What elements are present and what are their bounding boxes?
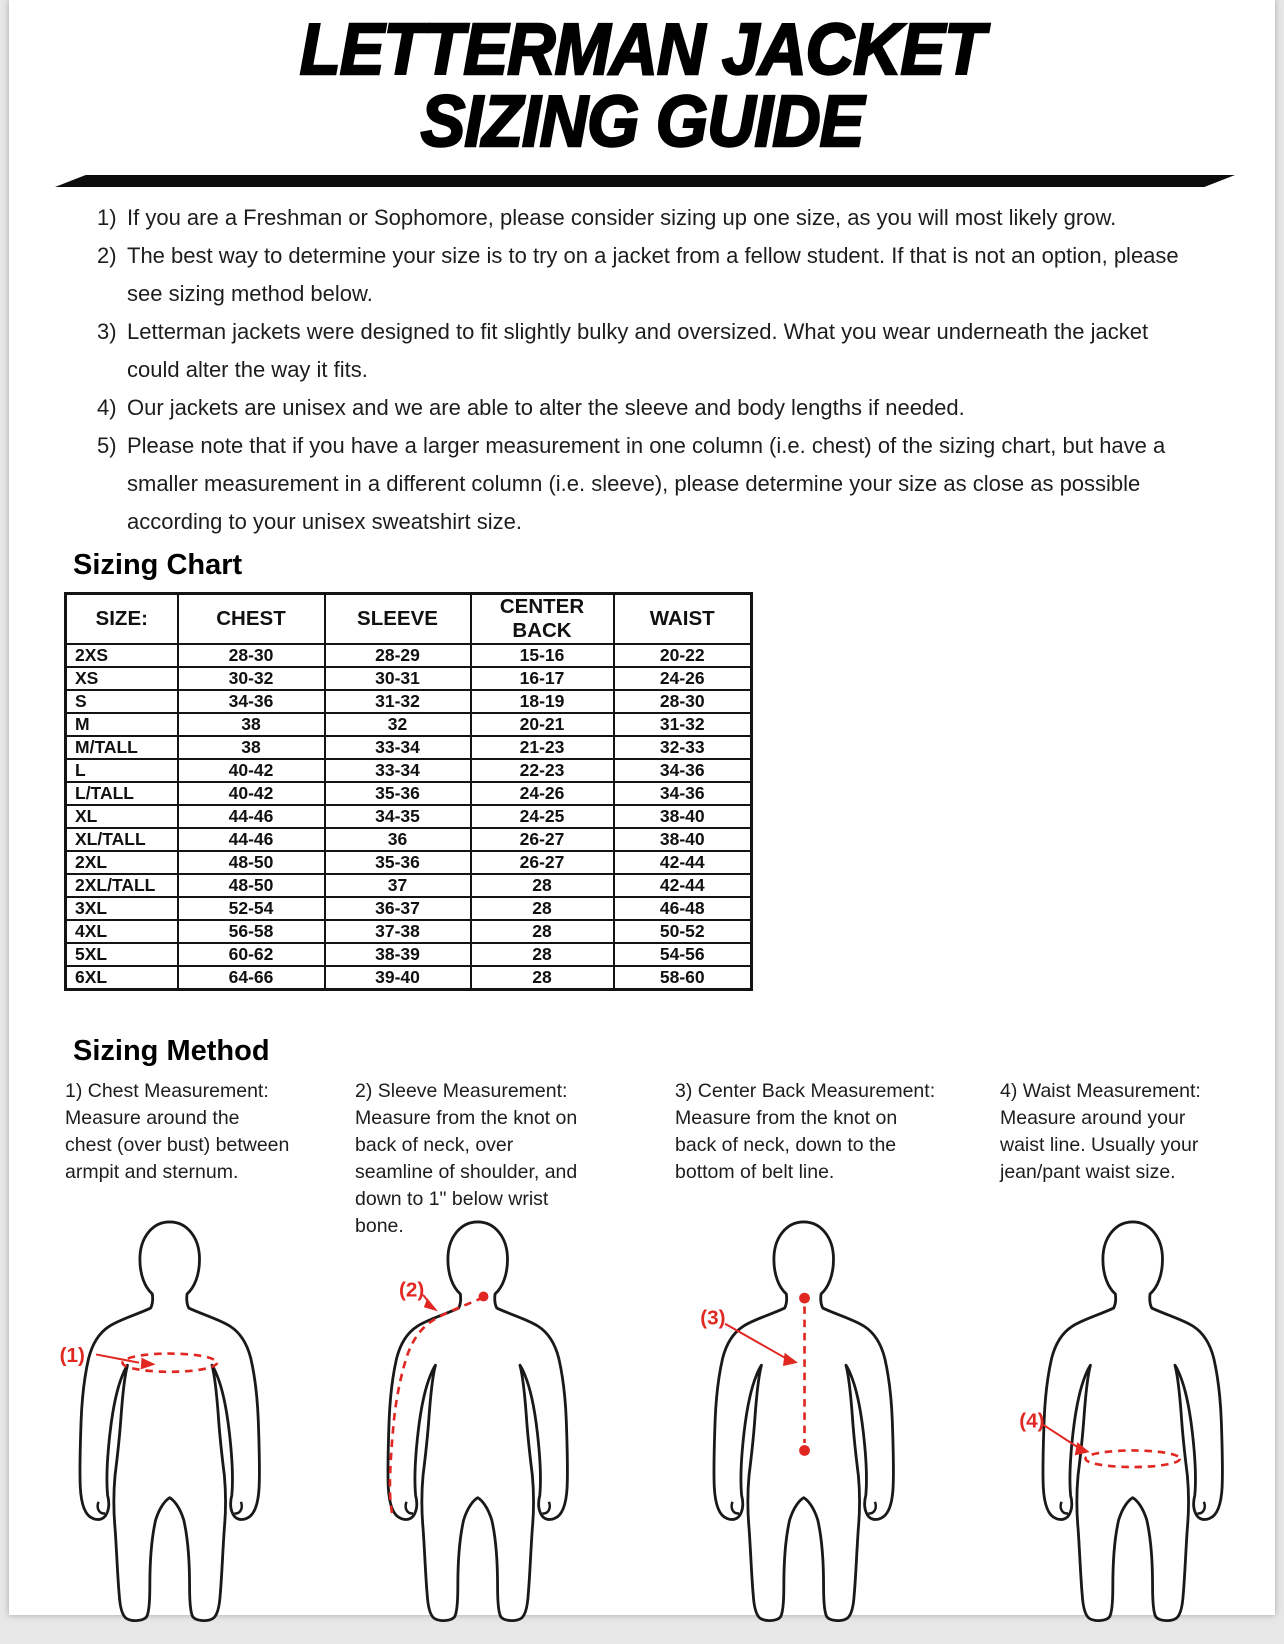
chart-value-cell: 16-17 [471,667,614,690]
chart-row [66,943,752,966]
chart-value-cell: 56-58 [178,920,325,943]
method-text: Measure around the chest (over bust) between armpit and sternum. [65,1107,290,1183]
chart-value-cell: 32-33 [614,736,752,759]
method-column [1000,1078,1205,1186]
figure-chest-svg [33,1212,265,1626]
figure-waist-svg [996,1212,1228,1626]
chart-row [66,644,752,667]
figure-waist [996,1212,1228,1631]
figure-center-back [667,1212,899,1631]
chart-value-cell: 48-50 [178,874,325,897]
chart-value-cell: 44-46 [178,805,325,828]
chart-value-cell: 28 [471,897,614,920]
note-number: 4) [97,395,117,420]
chart-value-cell: 31-32 [614,713,752,736]
chart-value-cell: 33-34 [325,736,471,759]
method-column [65,1078,290,1186]
measure-label: (1) [59,1343,85,1367]
measure-label: (4) [1019,1409,1045,1433]
note-number: 3) [97,319,117,344]
note-text: Our jackets are unisex and we are able to alter the sleeve and body lengths if needed. [127,395,965,420]
chart-value-cell: 37-38 [325,920,471,943]
chart-value-cell: 34-35 [325,805,471,828]
chart-value-cell: 28-30 [178,644,325,667]
chart-value-cell: 48-50 [178,851,325,874]
chart-row [66,713,752,736]
chart-value-cell: 28-29 [325,644,471,667]
chart-row [66,897,752,920]
method-text: Measure from the knot on back of neck, over seamline of shoulder, and down to 1" below wrist bone. [355,1107,578,1237]
title-line-2: SIZING GUIDE [420,82,864,162]
chart-value-cell: 46-48 [614,897,752,920]
chart-value-cell: 28-30 [614,690,752,713]
chart-col-header: CHEST [178,594,325,645]
chart-value-cell: 37 [325,874,471,897]
document-page [9,0,1275,1615]
note-number: 2) [97,243,117,268]
belt-line-dot [799,1445,810,1456]
chart-size-cell: 2XL [66,851,178,874]
chart-size-cell: XL/TALL [66,828,178,851]
chart-size-cell: 4XL [66,920,178,943]
chart-header-row [66,594,752,645]
chart-value-cell: 54-56 [614,943,752,966]
chart-value-cell: 28 [471,943,614,966]
chart-value-cell: 26-27 [471,828,614,851]
note-number: 1) [97,205,117,230]
method-column [675,1078,936,1186]
measurement-figures [9,1208,1275,1644]
chart-row [66,736,752,759]
chart-value-cell: 38-40 [614,828,752,851]
chart-value-cell: 44-46 [178,828,325,851]
chart-value-cell: 18-19 [471,690,614,713]
chart-value-cell: 38 [178,713,325,736]
note-item [97,427,1235,541]
figure-chest [33,1212,265,1631]
chart-value-cell: 40-42 [178,759,325,782]
chart-value-cell: 28 [471,874,614,897]
chart-row [66,874,752,897]
body-outline [80,1222,260,1621]
chart-value-cell: 24-26 [614,667,752,690]
title-line-1: LETTERMAN JACKET [299,10,985,90]
chart-value-cell: 64-66 [178,966,325,990]
chart-col-header: SIZE: [66,594,178,645]
chart-row [66,782,752,805]
chart-size-cell: S [66,690,178,713]
note-item [97,237,1235,313]
note-item [97,389,1235,427]
chart-value-cell: 38 [178,736,325,759]
chart-row [66,851,752,874]
chart-row [66,667,752,690]
method-text: Measure from the knot on back of neck, down to the bottom of belt line. [675,1107,898,1183]
chart-value-cell: 30-31 [325,667,471,690]
chart-value-cell: 34-36 [614,782,752,805]
figure-sleeve [341,1212,573,1631]
title-divider [55,175,1235,187]
chart-value-cell: 36-37 [325,897,471,920]
note-text: If you are a Freshman or Sophomore, please consider sizing up one size, as you will most likely grow. [127,205,1117,230]
chart-size-cell: L [66,759,178,782]
method-title: 1) Chest Measurement: [65,1080,269,1102]
chart-value-cell: 24-26 [471,782,614,805]
chart-size-cell: 2XS [66,644,178,667]
chart-row [66,920,752,943]
sizing-chart-heading: Sizing Chart [73,549,243,581]
method-title: 4) Waist Measurement: [1000,1080,1201,1102]
chart-value-cell: 58-60 [614,966,752,990]
sizing-chart-table [64,592,753,991]
chart-value-cell: 26-27 [471,851,614,874]
chart-col-header: WAIST [614,594,752,645]
chart-size-cell: XS [66,667,178,690]
chart-value-cell: 60-62 [178,943,325,966]
page-title [9,10,1275,162]
chart-row [66,966,752,990]
note-text: Letterman jackets were designed to fit slightly bulky and oversized. What you wear underneath the jacket could alter the way it fits. [127,319,1149,382]
chart-value-cell: 52-54 [178,897,325,920]
chart-value-cell: 33-34 [325,759,471,782]
chart-size-cell: XL [66,805,178,828]
chart-value-cell: 40-42 [178,782,325,805]
chart-value-cell: 42-44 [614,851,752,874]
neck-knot-dot [799,1293,810,1304]
measure-label: (2) [399,1278,425,1302]
chart-value-cell: 30-32 [178,667,325,690]
note-item [97,313,1235,389]
chart-value-cell: 15-16 [471,644,614,667]
figure-center-back-svg [667,1212,899,1626]
chart-value-cell: 28 [471,966,614,990]
body-outline [1043,1222,1223,1621]
chart-row [66,828,752,851]
chart-row [66,805,752,828]
method-title: 2) Sleeve Measurement: [355,1080,568,1102]
chart-col-header: CENTER BACK [471,594,614,645]
chart-value-cell: 38-39 [325,943,471,966]
sizing-method-columns [9,1078,1275,1237]
note-number: 5) [97,433,117,458]
chart-col-header: SLEEVE [325,594,471,645]
chart-value-cell: 34-36 [614,759,752,782]
note-text: Please note that if you have a larger measurement in one column (i.e. chest) of the sizing chart, but have a smaller measurement in a different column (i.e. sleeve), please determine your size as close as possible according to your unisex sweatshirt size. [127,433,1166,534]
chart-value-cell: 42-44 [614,874,752,897]
sizing-method-heading: Sizing Method [73,1035,270,1067]
chart-value-cell: 21-23 [471,736,614,759]
note-text: The best way to determine your size is to try on a jacket from a fellow student. If that is not an option, please see sizing method below. [127,243,1179,306]
chart-value-cell: 31-32 [325,690,471,713]
chart-value-cell: 35-36 [325,851,471,874]
chart-size-cell: M [66,713,178,736]
chart-value-cell: 32 [325,713,471,736]
chart-size-cell: 6XL [66,966,178,990]
chart-value-cell: 20-22 [614,644,752,667]
method-title: 3) Center Back Measurement: [675,1080,936,1102]
notes-list [9,199,1275,541]
chart-value-cell: 36 [325,828,471,851]
figure-sleeve-svg [341,1212,573,1626]
chart-value-cell: 34-36 [178,690,325,713]
note-item [97,199,1235,237]
chart-value-cell: 24-25 [471,805,614,828]
chart-value-cell: 39-40 [325,966,471,990]
chart-value-cell: 20-21 [471,713,614,736]
chart-size-cell: 5XL [66,943,178,966]
measure-label: (3) [700,1306,726,1330]
chart-value-cell: 28 [471,920,614,943]
chart-size-cell: L/TALL [66,782,178,805]
chart-value-cell: 35-36 [325,782,471,805]
chart-size-cell: M/TALL [66,736,178,759]
chart-row [66,690,752,713]
chart-value-cell: 50-52 [614,920,752,943]
chart-value-cell: 22-23 [471,759,614,782]
chart-size-cell: 3XL [66,897,178,920]
chart-size-cell: 2XL/TALL [66,874,178,897]
chart-row [66,759,752,782]
chart-value-cell: 38-40 [614,805,752,828]
body-outline [714,1222,894,1621]
method-text: Measure around your waist line. Usually your jean/pant waist size. [1000,1107,1199,1183]
